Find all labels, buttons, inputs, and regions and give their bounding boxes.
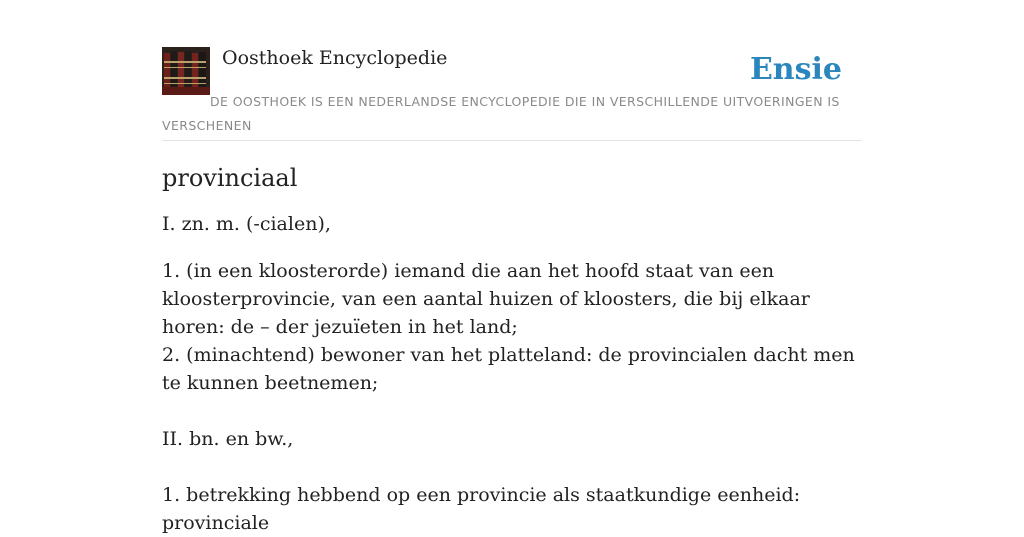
encyclopedia-books-icon	[162, 47, 210, 95]
source-tagline: DE OOSTHOEK IS EEN NEDERLANDSE ENCYCLOPEDIE DIE IN VERSCHILLENDE UITVOERINGEN IS VERSCHENEN	[162, 94, 840, 133]
source-avatar[interactable]	[162, 47, 210, 95]
source-header	[162, 46, 862, 141]
entry-line: 1. betrekking hebbend op een provincie als staatkundige eenheid: provinciale	[162, 484, 801, 534]
entry-content	[162, 160, 862, 537]
entry-line: I. zn. m. (-cialen),	[162, 213, 331, 235]
entry-line: II. bn. en bw.,	[162, 428, 294, 450]
source-name[interactable]: Oosthoek Encyclopedie	[222, 47, 448, 69]
spacer	[162, 453, 862, 481]
spacer	[162, 238, 862, 257]
spacer	[162, 397, 862, 425]
entry-headword: provinciaal	[162, 164, 298, 192]
entry-line: 1. (in een kloosterorde) iemand die aan het hoofd staat van een kloosterprovincie, van een aantal huizen of kloosters, die bij elkaar horen: de – der jezuïeten in het land;	[162, 260, 810, 338]
entry-line: 2. (minachtend) bewoner van het platteland: de provincialen dacht men te kunnen beetnemen;	[162, 344, 855, 394]
brand-logo[interactable]: Ensie	[749, 52, 842, 87]
